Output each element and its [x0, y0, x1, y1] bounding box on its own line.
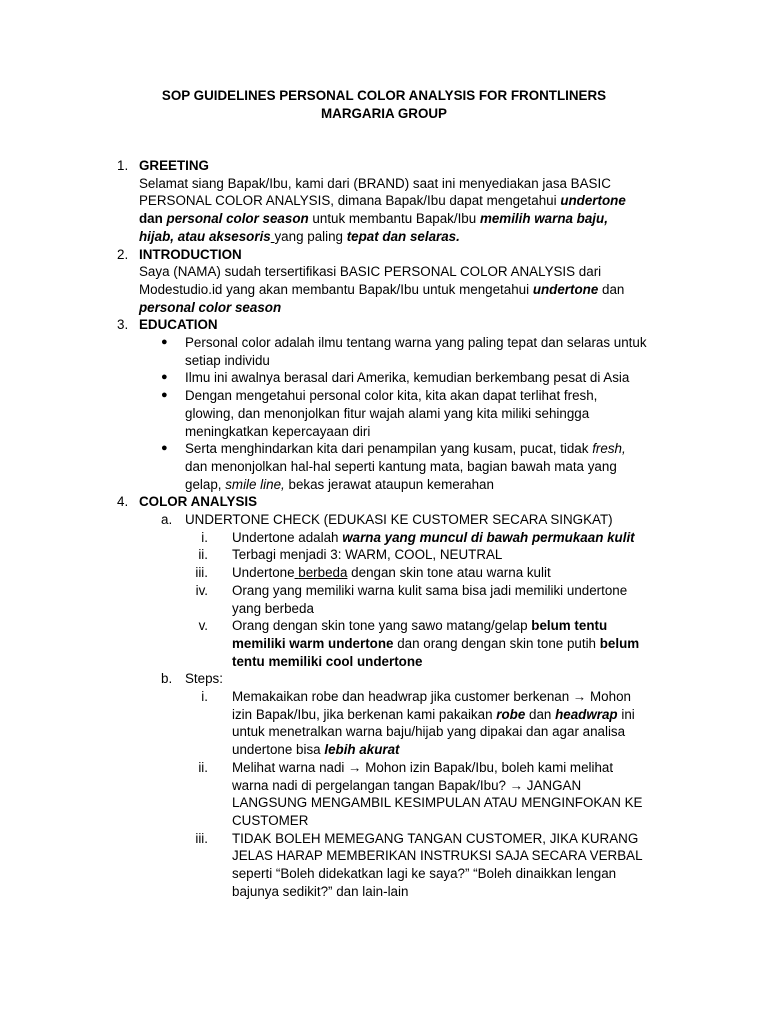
section-heading: INTRODUCTION — [139, 246, 242, 262]
section-heading: EDUCATION — [139, 317, 218, 333]
roman-numeral: ii. — [198, 547, 208, 563]
list-line: TIDAK BOLEH MEMEGANG TANGAN CUSTOMER, JIKA KURANG — [232, 830, 639, 846]
bullet-line: dan menonjolkan hal-hal seperti kantung mata, bagian bawah mata yang — [185, 458, 617, 474]
list-line: Undertone berbeda dengan skin tone atau warna kulit — [232, 565, 551, 581]
bullet-icon: ● — [161, 442, 168, 455]
paragraph-line: Saya (NAMA) sudah tersertifikasi BASIC PERSONAL COLOR ANALYSIS dari — [139, 264, 602, 280]
paragraph-line: Selamat siang Bapak/Ibu, kami dari (BRAND) saat ini menyediakan jasa BASIC — [139, 175, 611, 191]
subsection-title: Steps: — [185, 671, 223, 687]
section-heading: COLOR ANALYSIS — [139, 494, 258, 510]
bullet-icon: ● — [161, 389, 168, 402]
roman-numeral: i. — [201, 529, 208, 545]
bullet-line: Personal color adalah ilmu tentang warna yang paling tepat dan selaras untuk — [185, 335, 647, 350]
list-line: CUSTOMER — [232, 812, 309, 828]
list-line: JELAS HARAP MEMBERIKAN INSTRUKSI SAJA SECARA VERBAL — [232, 848, 643, 864]
list-line: untuk menetralkan warna baju/hijab yang dipakai dan agar analisa — [232, 724, 626, 740]
list-line: Orang dengan skin tone yang sawo matang/gelap belum tentu — [232, 618, 608, 634]
bullet-line: Dengan mengetahui personal color kita, kita akan dapat terlihat fresh, — [185, 388, 598, 404]
list-line: yang berbeda — [232, 600, 314, 616]
bullet-icon: ● — [161, 336, 168, 348]
section-number: 4. — [117, 494, 129, 510]
list-line: undertone bisa lebih akurat — [232, 742, 400, 758]
list-line: izin Bapak/Ibu, jika berkenan kami pakaikan robe dan headwrap ini — [232, 706, 635, 722]
paragraph-line: hijab, atau aksesoris yang paling tepat dan selaras. — [139, 228, 460, 244]
paragraph-line: PERSONAL COLOR ANALYSIS, dimana Bapak/Ibu dapat mengetahui undertone — [139, 193, 626, 209]
list-line: LANGSUNG MENGAMBIL KESIMPULAN ATAU MENGINFOKAN KE — [232, 795, 643, 811]
bullet-line: Serta menghindarkan kita dari penampilan yang kusam, pucat, tidak fresh, — [185, 441, 626, 457]
document-title-line-2: MARGARIA GROUP — [321, 105, 447, 121]
paragraph-line: Modestudio.id yang akan membantu Bapak/Ibu untuk mengetahui undertone dan — [139, 281, 625, 297]
section-number: 3. — [117, 317, 129, 333]
subsection-label: b. — [161, 671, 173, 687]
bullet-line: gelap, smile line, bekas jerawat ataupun kemerahan — [185, 476, 494, 492]
roman-numeral: v. — [198, 618, 208, 634]
bullet-line: meningkatkan kepercayaan diri — [185, 423, 371, 439]
list-line: bajunya sedikit?” dan lain-lain — [232, 883, 409, 899]
list-line: memiliki warm undertone dan orang dengan skin tone putih belum — [232, 635, 640, 651]
list-line: Melihat warna nadi → Mohon izin Bapak/Ibu, boleh kami melihat — [232, 759, 614, 775]
document-title-line-1: SOP GUIDELINES PERSONAL COLOR ANALYSIS FOR FRONTLINERS — [161, 88, 607, 103]
list-line: Memakaikan robe dan headwrap jika customer berkenan → Mohon — [232, 689, 631, 704]
list-line: seperti “Boleh didekatkan lagi ke saya?” “Boleh dinaikkan lengan — [232, 866, 617, 881]
section-number: 1. — [117, 158, 129, 173]
subsection-title: UNDERTONE CHECK (EDUKASI KE CUSTOMER SECARA SINGKAT) — [185, 512, 613, 527]
bullet-line: setiap individu — [185, 352, 270, 368]
section-heading: GREETING — [139, 158, 209, 173]
bullet-line: glowing, dan menonjolkan fitur wajah alami yang kita miliki sehingga — [185, 405, 590, 421]
roman-numeral: iii. — [195, 565, 208, 581]
roman-numeral: iii. — [195, 830, 208, 846]
list-line: Orang yang memiliki warna kulit sama bisa jadi memiliki undertone — [232, 582, 628, 598]
list-line: Terbagi menjadi 3: WARM, COOL, NEUTRAL — [232, 547, 503, 563]
list-line: Undertone adalah warna yang muncul di bawah permukaan kulit — [232, 529, 635, 545]
bullet-line: Ilmu ini awalnya berasal dari Amerika, kemudian berkembang pesat di Asia — [185, 370, 630, 386]
section-number: 2. — [117, 246, 129, 262]
paragraph-line: dan personal color season untuk membantu Bapak/Ibu memilih warna baju, — [139, 211, 608, 227]
roman-numeral: iv. — [195, 582, 208, 598]
subsection-label: a. — [161, 512, 173, 527]
paragraph-line: personal color season — [139, 299, 282, 315]
roman-numeral: ii. — [198, 759, 208, 775]
list-line: warna nadi di pergelangan tangan Bapak/Ibu? → JANGAN — [232, 777, 582, 793]
bullet-icon: ● — [161, 371, 168, 384]
list-line: tentu memiliki cool undertone — [232, 653, 423, 669]
roman-numeral: i. — [201, 689, 208, 704]
